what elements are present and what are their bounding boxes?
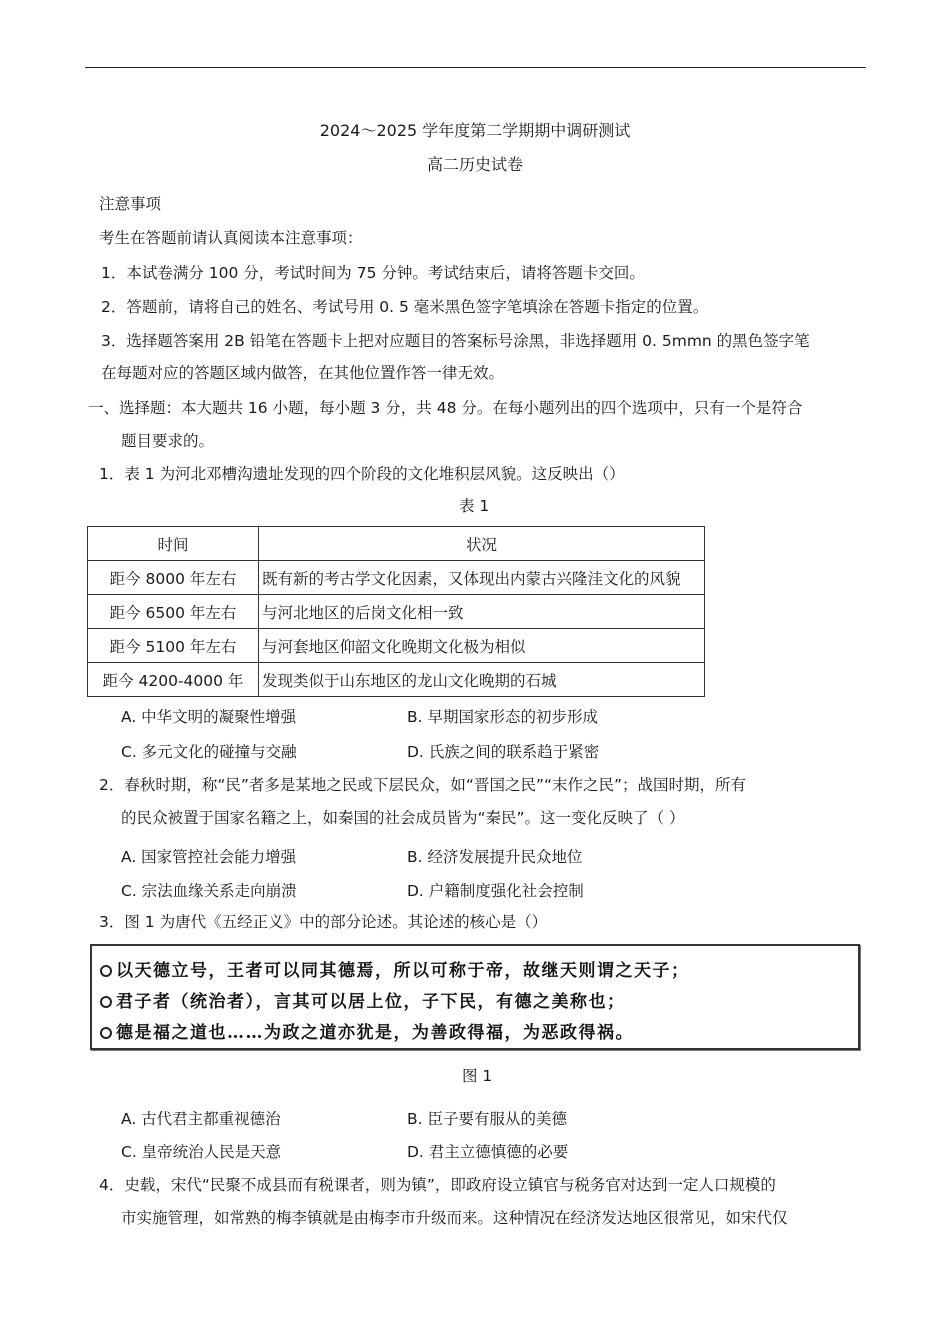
exam-subtitle: 高二历史试卷 — [426, 155, 523, 174]
figure-caption: 图 1 — [462, 1067, 493, 1085]
q3-stem: 3．图 1 为唐代《五经正义》中的部分论述。其论述的核心是（） — [99, 913, 548, 931]
figure-line-3 — [100, 1018, 634, 1043]
notice-item-3-cont: 在每题对应的答题区域内做答，在其他位置作答一律无效。 — [101, 364, 505, 382]
circle-bullet-icon — [100, 996, 112, 1008]
table-caption: 表 1 — [459, 497, 490, 515]
figure-line-1 — [100, 956, 690, 981]
table-row — [88, 663, 705, 697]
q2-option-d[interactable]: D. 户籍制度强化社会控制 — [407, 882, 584, 900]
circle-bullet-icon — [100, 965, 112, 977]
table-header-status: 状况 — [259, 527, 705, 561]
q2-stem-line-1: 2．春秋时期，称“民”者多是某地之民或下层民众，如“晋国之民”“末作之民”；战国时期，所有 — [99, 776, 747, 794]
q3-option-c[interactable]: C. 皇帝统治人民是天意 — [121, 1143, 282, 1161]
table-cell-status: 发现类似于山东地区的龙山文化晚期的石城 — [259, 663, 705, 697]
table-cell-status: 与河套地区仰韶文化晚期文化极为相似 — [259, 629, 705, 663]
q1-option-b[interactable]: B. 早期国家形态的初步形成 — [407, 708, 598, 726]
table-row — [88, 595, 705, 629]
table-row — [88, 561, 705, 595]
exam-title: 2024～2025 学年度第二学期期中调研测试 — [319, 121, 631, 140]
circle-bullet-icon — [100, 1027, 112, 1039]
q1-option-a[interactable]: A. 中华文明的凝聚性增强 — [121, 708, 297, 726]
notice-heading: 注意事项 — [99, 195, 162, 213]
figure-line-text: 以天德立号，王者可以同其德焉，所以可称于帝，故继天则谓之天子； — [116, 961, 690, 981]
q1-option-c[interactable]: C. 多元文化的碰撞与交融 — [121, 743, 297, 761]
table-cell-status: 与河北地区的后岗文化相一致 — [259, 595, 705, 629]
notice-intro: 考生在答题前请认真阅读本注意事项： — [99, 229, 363, 247]
notice-item-1: 1．本试卷满分 100 分，考试时间为 75 分钟。考试结束后，请将答题卡交回。 — [101, 264, 645, 282]
figure-line-text: 德是福之道也……为政之道亦犹是，为善政得福，为恶政得祸。 — [116, 1023, 634, 1043]
q4-stem-line-1: 4．史载，宋代“民聚不成县而有税课者，则为镇”，即政府设立镇官与税务官对达到一定人口规模的 — [99, 1176, 776, 1194]
q2-option-c[interactable]: C. 宗法血缘关系走向崩溃 — [121, 882, 297, 900]
table-cell-status: 既有新的考古学文化因素，又体现出内蒙古兴隆洼文化的风貌 — [259, 561, 705, 595]
table-cell-time: 距今 8000 年左右 — [88, 561, 259, 595]
table-header-row — [88, 527, 705, 561]
header-rule — [85, 67, 866, 68]
q2-option-b[interactable]: B. 经济发展提升民众地位 — [407, 848, 583, 866]
q1-option-d[interactable]: D. 氏族之间的联系趋于紧密 — [407, 743, 600, 761]
q3-option-b[interactable]: B. 臣子要有服从的美德 — [407, 1110, 567, 1128]
figure-line-2 — [100, 987, 626, 1012]
culture-layer-table — [87, 526, 705, 697]
notice-item-3: 3．选择题答案用 2B 铅笔在答题卡上把对应题目的答案标号涂黑，非选择题用 0. 5mmn 的黑色签字笔 — [101, 332, 810, 350]
q2-stem-line-2: 的民众被置于国家名籍之上，如秦国的社会成员皆为“秦民”。这一变化反映了（ ） — [121, 809, 685, 827]
figure-1-quote-box — [90, 944, 860, 1050]
figure-line-text: 君子者（统治者），言其可以居上位，子下民，有德之美称也； — [116, 992, 626, 1012]
q1-stem: 1．表 1 为河北邓槽沟遗址发现的四个阶段的文化堆积层风貌。这反映出（） — [99, 465, 625, 483]
q4-stem-line-2: 市实施管理，如常熟的梅李镇就是由梅李市升级而来。这种情况在经济发达地区很常见，如宋代仅 — [121, 1209, 788, 1227]
q3-option-d[interactable]: D. 君主立德慎德的必要 — [407, 1143, 569, 1161]
table-cell-time: 距今 4200-4000 年 — [88, 663, 259, 697]
table-header-time: 时间 — [88, 527, 259, 561]
section-1-heading-cont: 题目要求的。 — [121, 432, 215, 450]
section-1-heading: 一、选择题：本大题共 16 小题，每小题 3 分，共 48 分。在每小题列出的四个选项中，只有一个是符合 — [88, 399, 803, 417]
table-cell-time: 距今 5100 年左右 — [88, 629, 259, 663]
table-cell-time: 距今 6500 年左右 — [88, 595, 259, 629]
notice-item-2: 2．答题前，请将自己的姓名、考试号用 0. 5 毫米黑色签字笔填涂在答题卡指定的位置。 — [101, 298, 709, 316]
q2-option-a[interactable]: A. 国家管控社会能力增强 — [121, 848, 297, 866]
table-row — [88, 629, 705, 663]
q3-option-a[interactable]: A. 古代君主都重视德治 — [121, 1110, 281, 1128]
